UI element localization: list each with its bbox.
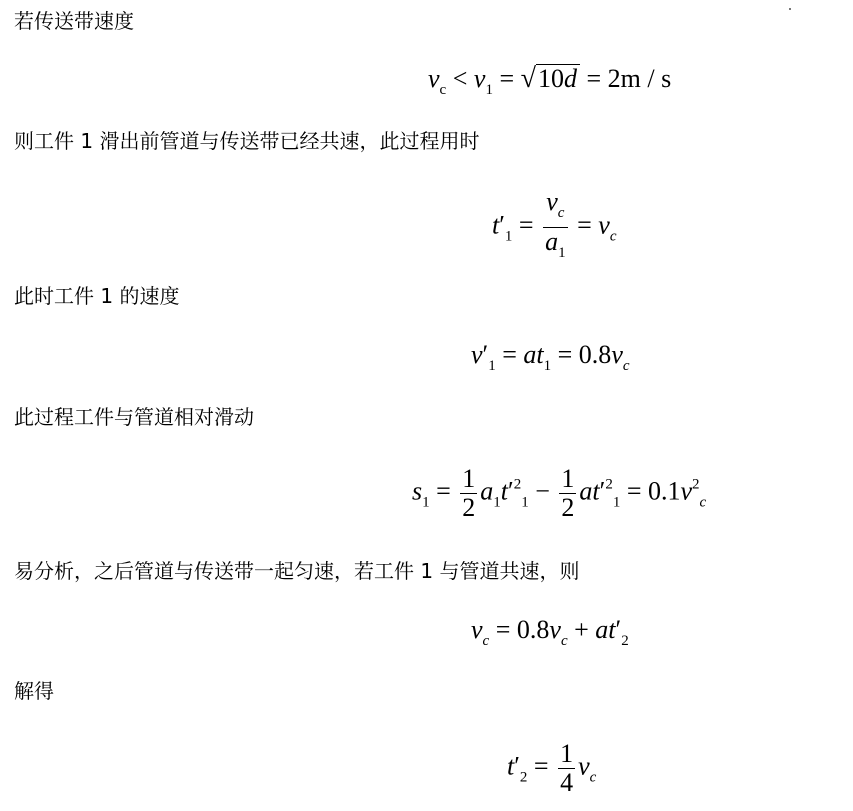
stray-dot (789, 8, 791, 10)
equation-4: $s_1$ = $\frac{1}{2}$ $a_1t'^2_1$ − $\frac{1}{2}$ $at'^2_1 = 0.1v^2_c$ (412, 464, 707, 522)
text-line-6: 解得 (14, 679, 54, 703)
text-line-3: 此时工件 1 的速度 (14, 284, 180, 308)
fraction-one-quarter: $\frac{1}{4}$ (560, 739, 574, 797)
equation-6: $t'_2$ = $\frac{1}{4}$ $v_c$ (507, 739, 597, 797)
text-line-1: 若传送带速度 (14, 9, 134, 33)
fraction-one-half-a: $\frac{1}{2}$ (462, 464, 476, 522)
text-line-4: 此过程工件与管道相对滑动 (14, 405, 254, 429)
equation-1: $v_c < v_1 = √10d = 2m / s$ (428, 63, 672, 98)
equation-5: $v_c = 0.8v_c + at'_2$ (471, 615, 629, 649)
equation-3: $v'_1 = at_1 = 0.8v_c$ (471, 340, 630, 374)
equation-2: $t'_1$ = $\frac{v_c}{a_1}$ = $v_c$ (492, 188, 616, 267)
text-line-2: 则工件 1 滑出前管道与传送带已经共速，此过程用时 (14, 129, 480, 153)
fraction-v-over-a: $\frac{v_c}{a_1}$ (543, 188, 568, 267)
text-line-5: 易分析，之后管道与传送带一起匀速，若工件 1 与管道共速，则 (14, 559, 580, 583)
fraction-one-half-b: $\frac{1}{2}$ (561, 464, 575, 522)
